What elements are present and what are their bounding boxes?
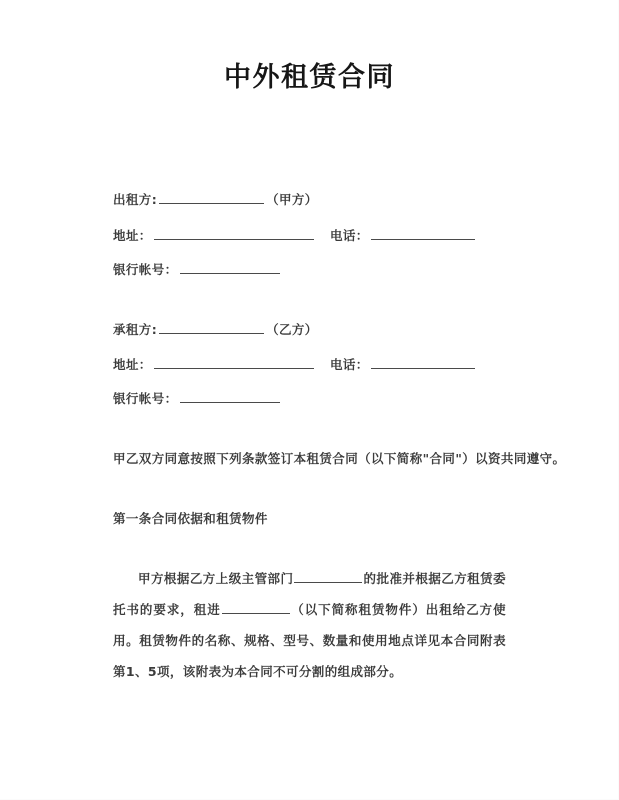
lessee-address-blank[interactable] <box>154 355 314 369</box>
authority-department-blank[interactable] <box>294 569 362 583</box>
lessor-phone-label: 电话： <box>330 228 369 243</box>
lessee-phone-label: 电话： <box>330 357 369 372</box>
lessor-bank-label: 银行帐号： <box>113 262 178 277</box>
lessor-address-row <box>113 226 316 244</box>
lessee-party-row <box>113 320 318 338</box>
lessee-bank-blank[interactable] <box>180 389 280 403</box>
section-one-paragraph <box>113 563 506 687</box>
paragraph-one-part2: 的批准并根据乙方租赁委托书的要求，租进 <box>113 571 506 617</box>
lessor-phone-row <box>330 226 477 244</box>
lessor-address-label: 地址： <box>113 228 152 243</box>
paragraph-one-part3: （以下简称租赁物件）出租给乙方使用。租赁物件的名称、规格、型号、数量和使用地点详见本合同附表第1、5项，该附表为本合同不可分割的组成部分。 <box>113 602 506 679</box>
lessor-phone-blank[interactable] <box>371 226 475 240</box>
lessor-party-row <box>113 190 318 208</box>
lessee-bank-label: 银行帐号： <box>113 391 178 406</box>
lessee-address-row <box>113 355 316 373</box>
lessor-bank-blank[interactable] <box>180 260 280 274</box>
document-title: 中外租赁合同 <box>224 62 395 93</box>
lessor-party-label: 出租方: <box>113 192 158 207</box>
lessee-party-suffix: （乙方） <box>266 322 318 337</box>
agreement-statement: 甲乙双方同意按照下列条款签订本租赁合同（以下简称"合同"）以资共同遵守。 <box>113 451 566 466</box>
lessee-phone-blank[interactable] <box>371 355 475 369</box>
lessee-bank-row <box>113 389 282 407</box>
lessor-address-blank[interactable] <box>154 226 314 240</box>
lessee-party-label: 承租方: <box>113 322 158 337</box>
lessor-bank-row <box>113 260 282 278</box>
lessee-phone-row <box>330 355 477 373</box>
paragraph-one-part1: 甲方根据乙方上级主管部门 <box>138 571 294 586</box>
leased-item-blank[interactable] <box>222 600 290 614</box>
lessee-address-label: 地址： <box>113 357 152 372</box>
lessor-party-suffix: （甲方） <box>266 192 318 207</box>
lessee-party-blank[interactable] <box>159 320 264 334</box>
lessor-party-blank[interactable] <box>159 190 264 204</box>
section-one-heading: 第一条合同依据和租赁物件 <box>113 511 268 526</box>
